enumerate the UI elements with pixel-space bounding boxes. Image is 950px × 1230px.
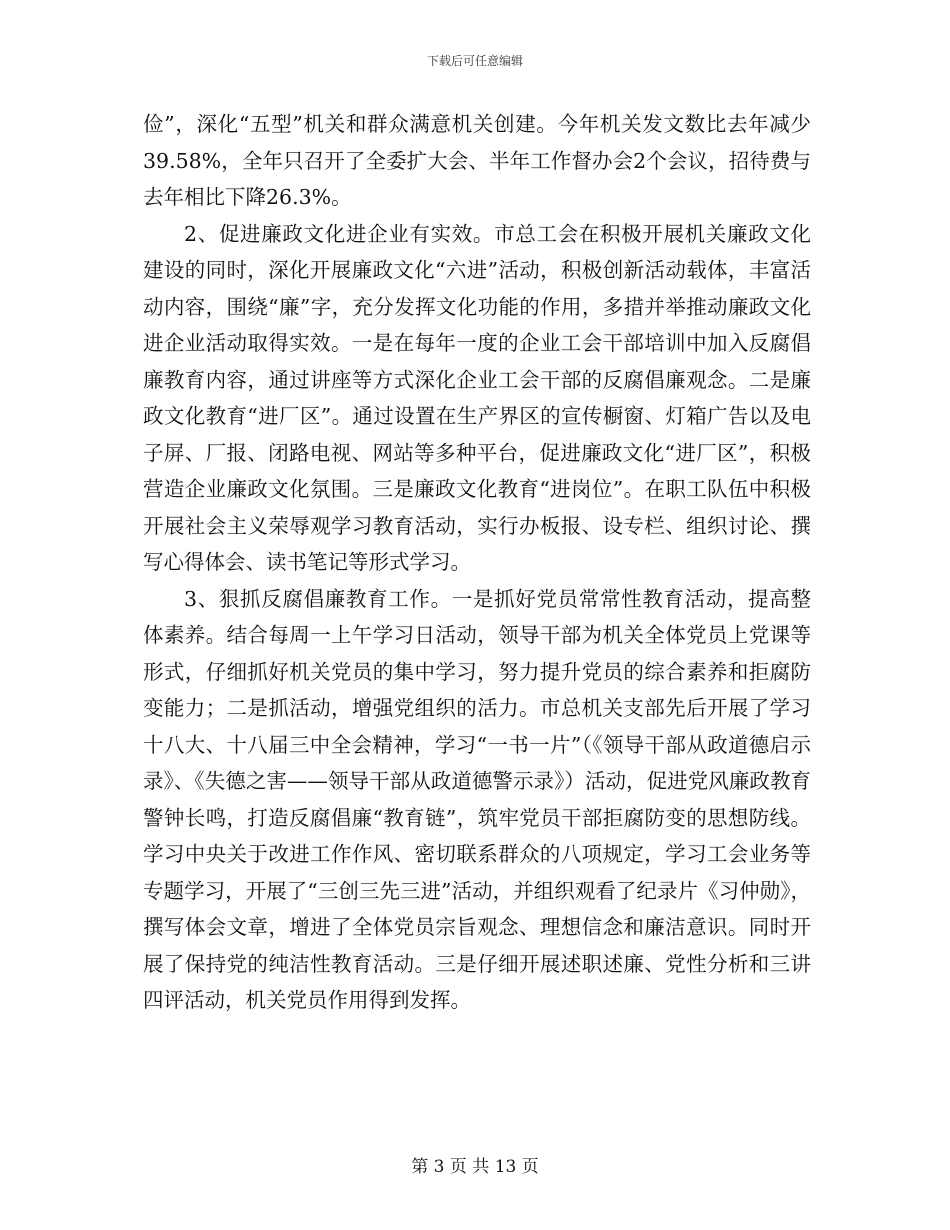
paragraph-continuation: 俭”，深化“五型”机关和群众满意机关创建。今年机关发文数比去年减少39.58%，全年只召开了全委扩大会、半年工作督办会2个会议，招待费与去年相比下降26.3%。	[143, 112, 811, 209]
page-footer: 第 3 页 共 13 页	[411, 1157, 539, 1177]
page-header: 下载后可任意编辑	[426, 54, 523, 68]
document-body	[143, 106, 811, 1019]
paragraph-anticorruption-education: 3、狠抓反腐倡廉教育工作。一是抓好党员常常性教育活动，提高整体素养。结合每周一上午学习日活动，领导干部为机关全体党员上党课等形式，仔细抓好机关党员的集中学习，努力提升党员的综合素养和拒腐防变能力；二是抓活动，增强党组织的活力。市总机关支部先后开展了学习十八大、十八届三中全会精神，学习“一书一片”（《领导干部从政道德启示录》、《失德之害——领导干部从政道德警示录》）活动，促进党风廉政教育警钟长鸣，打造反腐倡廉“教育链”，筑牢党员干部拒腐防变的思想防线。学习中央关于改进工作作风、密切联系群众的八项规定，学习工会业务等专题学习，开展了“三创三先三进”活动，并组织观看了纪录片《习仲勋》，撰写体会文章，增进了全体党员宗旨观念、理想信念和廉洁意识。同时开展了保持党的纯洁性教育活动。三是仔细开展述职述廉、党性分析和三讲四评活动，机关党员作用得到发挥。	[143, 586, 811, 1012]
paragraph-integrity-culture: 2、促进廉政文化进企业有实效。市总工会在积极开展机关廉政文化建设的同时，深化开展廉政文化“六进”活动，积极创新活动载体，丰富活动内容，围绕“廉”字，充分发挥文化功能的作用，多措并举推动廉政文化进企业活动取得实效。一是在每年一度的企业工会干部培训中加入反腐倡廉教育内容，通过讲座等方式深化企业工会干部的反腐倡廉观念。二是廉政文化教育“进厂区”。通过设置在生产界区的宣传橱窗、灯箱广告以及电子屏、厂报、闭路电视、网站等多种平台，促进廉政文化“进厂区”，积极营造企业廉政文化氛围。三是廉政文化教育“进岗位”。在职工队伍中积极开展社会主义荣辱观学习教育活动，实行办板报、设专栏、组织讨论、撰写心得体会、读书笔记等形式学习。	[143, 221, 811, 574]
